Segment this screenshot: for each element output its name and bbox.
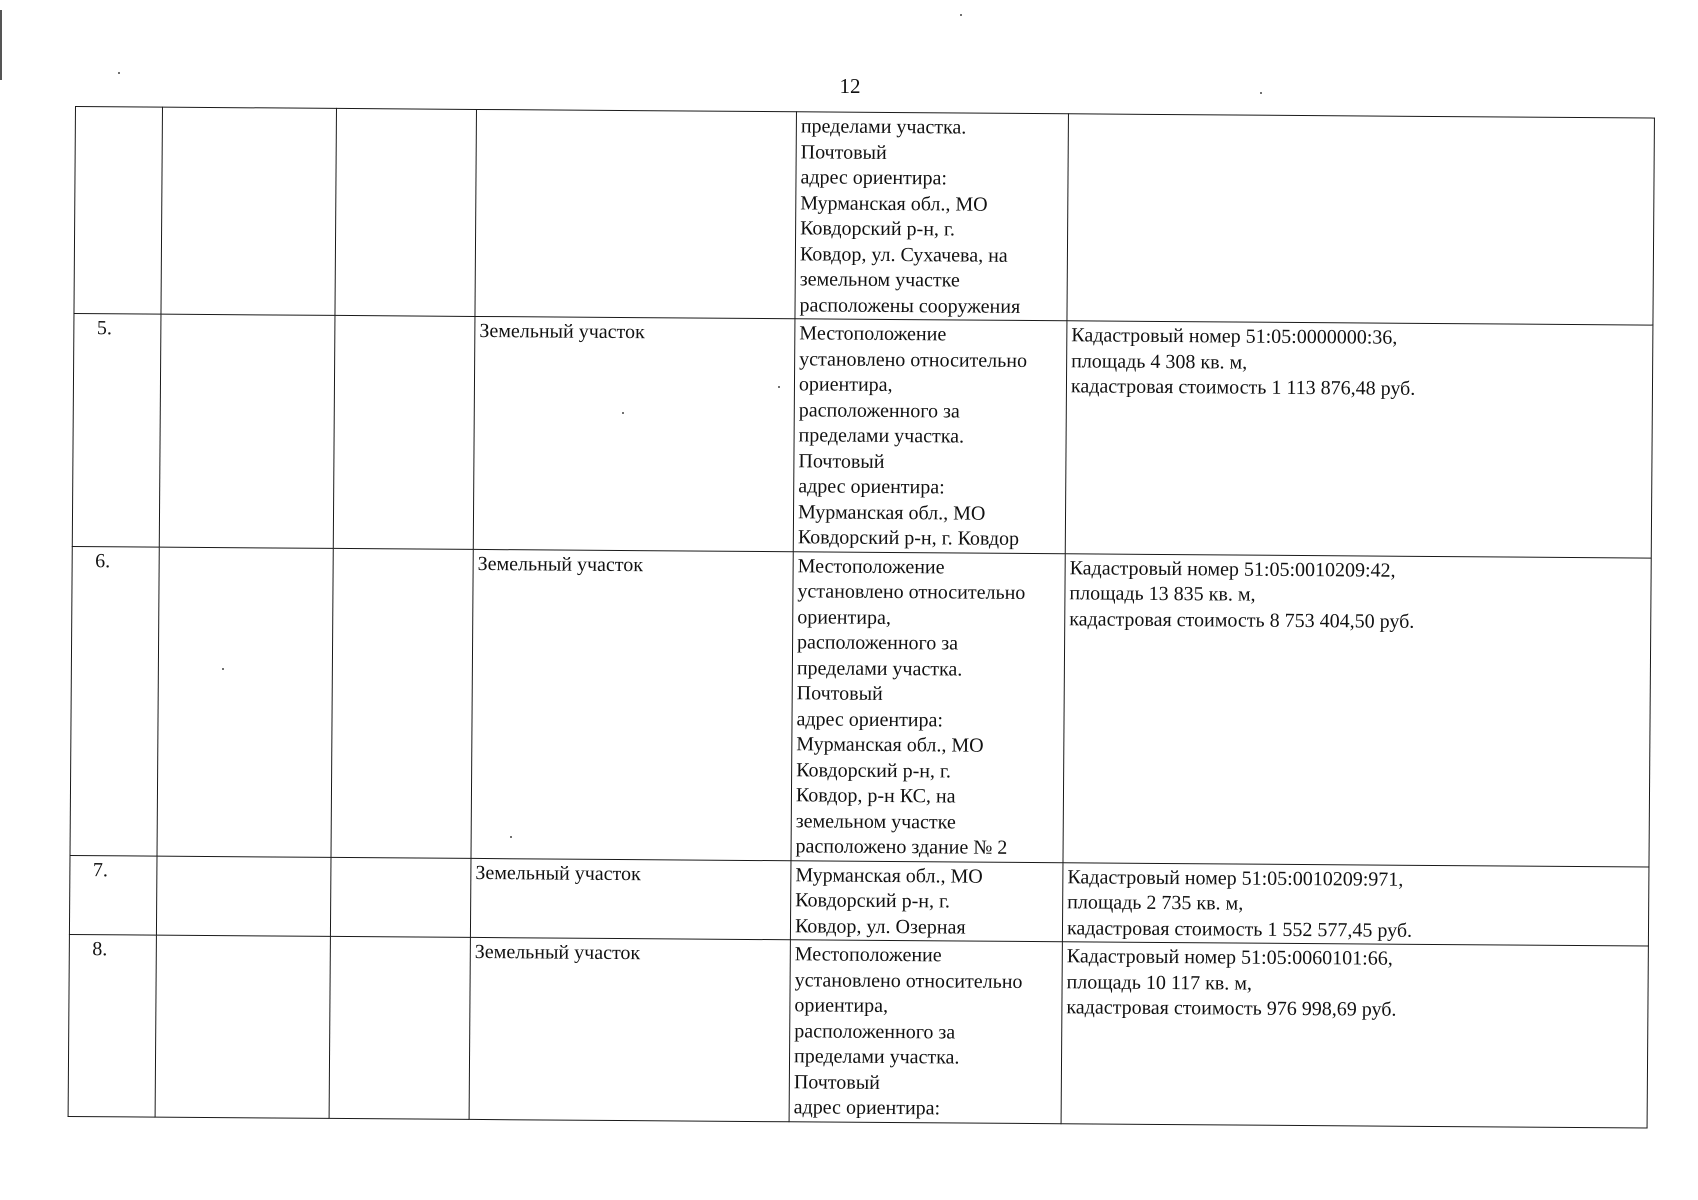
empty-cell (161, 107, 337, 315)
object-type-cell: Земельный участок (470, 858, 791, 940)
scan-speck (622, 412, 624, 414)
location-cell: Местоположение установлено относительно ориентира, расположенного за пределами участка. Почтовый адрес ориентира: Мурманская обл., МО Ковдорский р-н, г. Ковдор, р-н КС, на земельном участке расположено здание № 2 (791, 551, 1065, 862)
object-type-cell (475, 109, 797, 318)
table-row (69, 855, 1649, 946)
empty-cell (157, 547, 333, 857)
property-table (68, 106, 1655, 1128)
scan-speck (222, 668, 224, 670)
empty-cell (156, 856, 331, 937)
row-number: 8. (68, 934, 156, 1116)
table-row (72, 313, 1653, 557)
location-cell: Местоположение установлено относительно ориентира, расположенного за пределами участка. Почтовый адрес ориентира: Мурманская обл., МО Ковдорский р-н, г. Ковдор (793, 319, 1067, 553)
cadastral-info-cell: Кадастровый номер 51:05:0000000:36, площадь 4 308 кв. м, кадастровая стоимость 1 113 876,48 руб. (1065, 321, 1653, 558)
table-row (70, 546, 1651, 867)
row-number: 7. (69, 855, 157, 935)
row-number: 5. (72, 313, 161, 546)
empty-cell (159, 314, 335, 548)
scan-edge-mark (0, 10, 2, 80)
location-cell: Мурманская обл., МО Ковдорский р-н, г. Ковдор, ул. Озерная (790, 860, 1063, 941)
empty-cell (335, 108, 477, 316)
object-type-cell: Земельный участок (473, 316, 795, 551)
page-number: 12 (839, 74, 861, 98)
cadastral-info-cell (1067, 114, 1655, 325)
table-row (74, 107, 1654, 326)
scan-speck (118, 72, 120, 74)
object-type-cell: Земельный участок (471, 549, 793, 860)
location-cell: пределами участка. Почтовый адрес ориентира: Мурманская обл., МО Ковдорский р-н, г. Ковдор, ул. Сухачева, на земельном участке расположены сооружения (795, 112, 1069, 321)
empty-cell (155, 935, 330, 1118)
scan-speck (510, 836, 512, 838)
empty-cell (333, 315, 475, 549)
cadastral-info-cell: Кадастровый номер 51:05:0060101:66, площадь 10 117 кв. м, кадастровая стоимость 976 998,69 руб. (1061, 942, 1648, 1128)
scan-speck (1260, 92, 1262, 94)
cadastral-info-cell: Кадастровый номер 51:05:0010209:42, площадь 13 835 кв. м, кадастровая стоимость 8 753 404,50 руб. (1063, 553, 1651, 866)
scan-speck (778, 386, 780, 388)
table-row (68, 934, 1648, 1127)
empty-cell (331, 548, 473, 858)
scan-speck (960, 14, 962, 16)
row-number: 6. (70, 546, 159, 856)
location-cell: Местоположение установлено относительно ориентира, расположенного за пределами участка. Почтовый адрес ориентира: (789, 940, 1062, 1123)
cadastral-info-cell: Кадастровый номер 51:05:0010209:971, площадь 2 735 кв. м, кадастровая стоимость 1 552 577,45 руб. (1062, 862, 1649, 946)
empty-cell (329, 936, 470, 1119)
object-type-cell: Земельный участок (469, 937, 790, 1121)
row-number (74, 107, 163, 315)
empty-cell (330, 857, 471, 938)
